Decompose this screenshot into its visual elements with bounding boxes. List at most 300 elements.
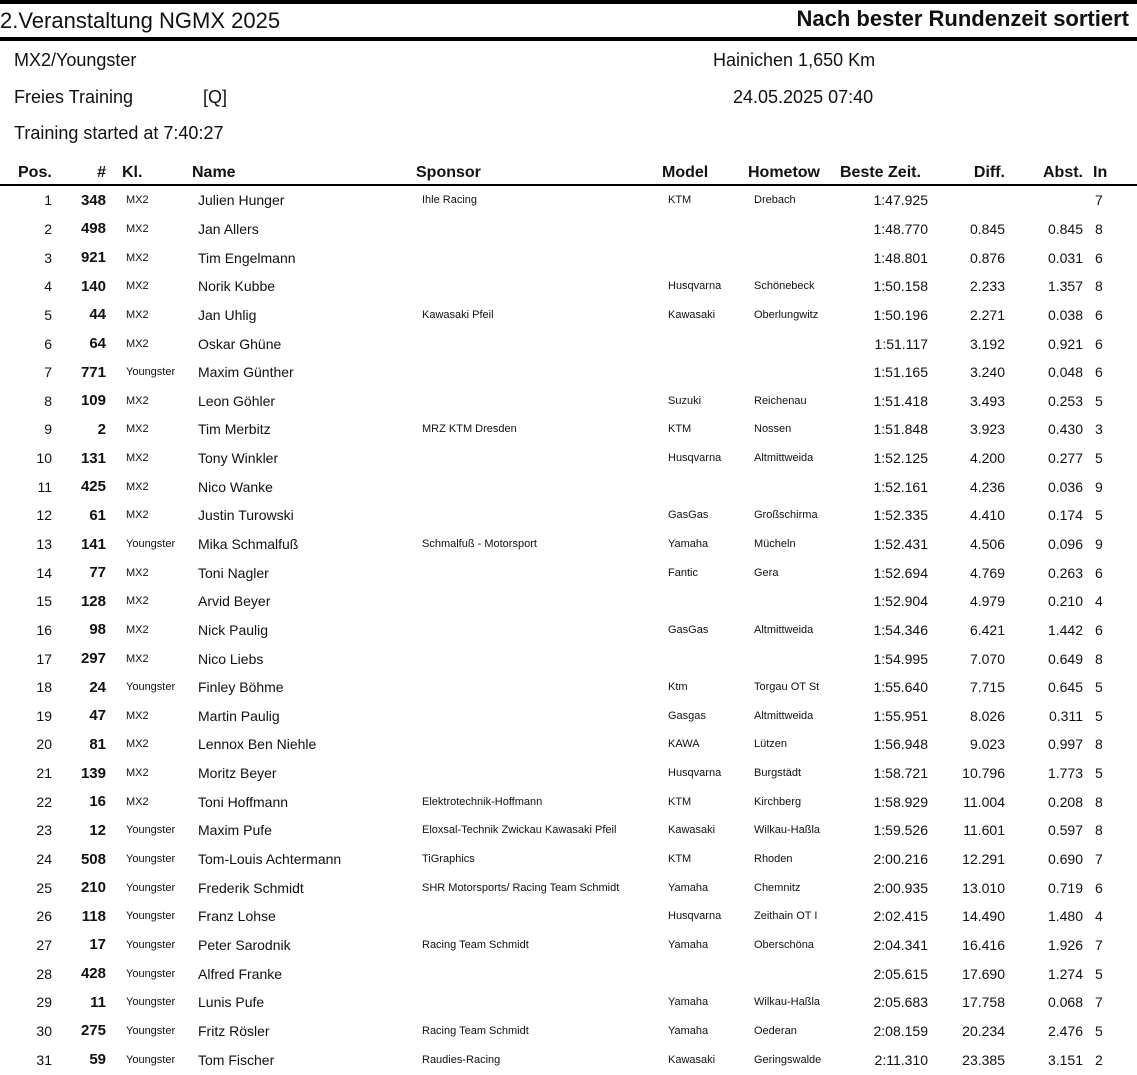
cell-in: 4 <box>1095 908 1103 925</box>
cell-sponsor: Racing Team Schmidt <box>422 938 529 951</box>
cell-hometown: Altmittweida <box>754 623 814 636</box>
cell-diff: 3.923 <box>969 421 1005 438</box>
cell-in: 6 <box>1095 249 1103 266</box>
cell-in: 8 <box>1095 278 1103 295</box>
cell-hometown: Altmittweida <box>754 452 814 465</box>
cell-abst: 0.277 <box>1047 450 1083 467</box>
cell-name: Nick Paulig <box>198 621 269 638</box>
table-row <box>0 730 1137 759</box>
cell-hometown <box>748 329 840 358</box>
cell-name: Toni Hoffmann <box>198 793 289 810</box>
cell-pos: 6 <box>44 335 52 352</box>
cell-sponsor <box>416 988 662 1017</box>
table-row <box>0 873 1137 902</box>
cell-class: MX2 <box>126 280 149 293</box>
cell-diff: 17.758 <box>962 994 1005 1011</box>
cell-model: Husqvarna <box>668 280 722 293</box>
cell-abst: 0.210 <box>1047 593 1083 610</box>
cell-abst: 0.719 <box>1047 879 1083 896</box>
cell-sponsor: Kawasaki Pfeil <box>422 308 494 321</box>
cell-class: Youngster <box>126 1053 176 1066</box>
cell-class: Youngster <box>126 967 176 980</box>
cell-in: 5 <box>1095 965 1103 982</box>
cell-hometown: Mücheln <box>754 538 796 550</box>
cell-number: 771 <box>80 363 106 381</box>
cell-class: Youngster <box>126 881 176 894</box>
cell-in: 7 <box>1095 994 1103 1011</box>
cell-number: 140 <box>80 277 106 295</box>
cell-name: Toni Nagler <box>198 564 269 581</box>
table-row <box>0 243 1137 272</box>
cell-diff: 11.601 <box>963 822 1005 839</box>
cell-best-time: 1:54.995 <box>873 650 928 667</box>
cell-abst: 0.036 <box>1047 478 1083 495</box>
cell-abst <box>1015 185 1093 215</box>
cell-hometown: Rhoden <box>754 853 793 866</box>
cell-number: 17 <box>89 936 106 954</box>
cell-hometown <box>748 472 840 501</box>
cell-class: Youngster <box>126 824 176 837</box>
cell-diff: 8.026 <box>969 707 1005 724</box>
table-row <box>0 472 1137 501</box>
cell-best-time: 1:58.929 <box>873 793 928 810</box>
col-name: Name <box>192 162 416 185</box>
cell-pos: 17 <box>36 650 52 667</box>
cell-model <box>662 243 748 272</box>
cell-diff: 6.421 <box>969 621 1005 638</box>
cell-number: 425 <box>80 478 106 496</box>
cell-best-time: 1:56.948 <box>873 736 928 753</box>
cell-best-time: 1:59.526 <box>873 822 928 839</box>
cell-diff: 4.200 <box>969 450 1005 467</box>
cell-sponsor: Ihle Racing <box>422 194 478 207</box>
cell-name: Julien Hunger <box>198 192 285 209</box>
cell-in: 5 <box>1095 392 1103 409</box>
cell-sponsor: Elektrotechnik-Hoffmann <box>422 795 543 808</box>
cell-model: Yamaha <box>668 938 709 951</box>
cell-hometown: Nossen <box>754 423 792 436</box>
cell-in: 8 <box>1095 793 1103 810</box>
cell-pos: 9 <box>44 421 52 438</box>
cell-number: 128 <box>80 592 106 610</box>
cell-best-time: 2:00.935 <box>873 879 928 896</box>
cell-name: Leon Göhler <box>198 392 276 409</box>
cell-best-time: 1:50.158 <box>873 278 928 295</box>
cell-name: Tony Winkler <box>198 450 279 467</box>
cell-hometown: Torgau OT St <box>754 681 820 694</box>
cell-number: 11 <box>90 993 106 1011</box>
cell-sponsor <box>416 702 662 731</box>
cell-class: MX2 <box>126 251 149 264</box>
cell-pos: 20 <box>36 736 52 753</box>
cell-name: Nico Wanke <box>198 478 273 495</box>
table-row <box>0 845 1137 874</box>
cell-best-time: 1:47.925 <box>873 192 928 209</box>
cell-model <box>662 329 748 358</box>
cell-number: 141 <box>80 535 106 553</box>
col-sponsor: Sponsor <box>416 162 662 185</box>
cell-pos: 21 <box>36 765 52 782</box>
cell-in: 9 <box>1095 536 1103 552</box>
cell-abst: 0.845 <box>1047 220 1083 237</box>
cell-hometown <box>748 959 840 988</box>
cell-sponsor <box>416 329 662 358</box>
cell-number: 59 <box>89 1051 106 1069</box>
table-row <box>0 931 1137 960</box>
cell-in: 6 <box>1095 306 1103 323</box>
cell-number: 109 <box>80 392 106 410</box>
cell-best-time: 1:52.694 <box>873 564 928 581</box>
cell-number: 921 <box>80 249 106 267</box>
cell-sponsor: MRZ KTM Dresden <box>422 423 517 436</box>
cell-hometown: Wilkau-Haßla <box>754 996 821 1009</box>
cell-diff: 20.234 <box>962 1022 1005 1039</box>
cell-in: 4 <box>1095 593 1103 610</box>
cell-class: MX2 <box>126 394 149 407</box>
cell-diff: 0.876 <box>969 249 1005 266</box>
cell-name: Tom-Louis Achtermann <box>198 851 342 868</box>
cell-hometown <box>748 358 840 387</box>
cell-diff: 4.769 <box>969 564 1005 581</box>
cell-best-time: 1:52.904 <box>873 593 928 610</box>
cell-abst: 0.038 <box>1047 306 1083 323</box>
cell-sponsor: Raudies-Racing <box>422 1053 501 1066</box>
cell-abst: 1.773 <box>1047 765 1083 782</box>
table-row <box>0 530 1137 559</box>
cell-name: Justin Turowski <box>198 507 294 524</box>
cell-pos: 29 <box>36 994 52 1011</box>
cell-abst: 1.274 <box>1047 965 1083 982</box>
cell-class: MX2 <box>126 566 149 579</box>
cell-best-time: 1:55.640 <box>873 679 928 696</box>
cell-model <box>662 215 748 244</box>
cell-hometown: Reichenau <box>754 394 807 407</box>
col-in: In <box>1093 162 1137 185</box>
datetime-label: 24.05.2025 07:40 <box>733 87 874 107</box>
cell-hometown: Altmittweida <box>754 709 814 722</box>
table-row <box>0 587 1137 616</box>
cell-in: 8 <box>1095 822 1103 839</box>
cell-model: KTM <box>668 194 692 207</box>
cell-number: 24 <box>89 678 106 696</box>
cell-best-time: 1:48.770 <box>873 220 928 237</box>
cell-diff: 7.070 <box>969 650 1005 667</box>
cell-sponsor <box>416 472 662 501</box>
location-label: Hainichen 1,650 Km <box>713 50 876 70</box>
cell-class: MX2 <box>126 509 149 522</box>
cell-pos: 18 <box>36 679 52 696</box>
cell-in: 5 <box>1095 450 1103 467</box>
cell-model: KTM <box>668 795 692 808</box>
cell-number: 118 <box>81 907 106 925</box>
cell-diff: 23.385 <box>962 1051 1005 1068</box>
cell-best-time: 1:52.161 <box>873 478 928 495</box>
cell-diff: 13.010 <box>962 879 1005 896</box>
cell-in: 7 <box>1095 936 1103 953</box>
cell-model <box>662 358 748 387</box>
cell-pos: 25 <box>36 879 52 896</box>
cell-abst: 0.649 <box>1047 650 1083 667</box>
cell-diff: 14.490 <box>962 908 1005 925</box>
cell-best-time: 1:55.951 <box>873 707 928 724</box>
cell-class: MX2 <box>126 767 149 780</box>
cell-diff <box>936 185 1015 215</box>
cell-sponsor <box>416 272 662 301</box>
cell-class: MX2 <box>126 337 149 350</box>
cell-number: 12 <box>89 821 106 839</box>
cell-best-time: 1:51.165 <box>873 364 928 381</box>
cell-name: Norik Kubbe <box>198 278 276 295</box>
table-row <box>0 558 1137 587</box>
cell-best-time: 2:08.159 <box>873 1022 928 1039</box>
cell-in: 6 <box>1095 335 1103 352</box>
cell-model: Yamaha <box>668 996 709 1009</box>
cell-hometown: Gera <box>754 566 779 579</box>
cell-number: 44 <box>89 306 106 324</box>
cell-best-time: 1:52.431 <box>873 536 928 552</box>
table-row <box>0 616 1137 645</box>
cell-number: 47 <box>89 707 106 725</box>
cell-model <box>662 959 748 988</box>
cell-name: Maxim Günther <box>198 364 294 381</box>
cell-sponsor <box>416 558 662 587</box>
table-row <box>0 673 1137 702</box>
cell-hometown: Lützen <box>754 738 788 751</box>
cell-name: Mika Schmalfuß <box>198 536 299 552</box>
cell-in: 6 <box>1095 879 1103 896</box>
table-row <box>0 444 1137 473</box>
cell-abst: 0.174 <box>1047 507 1083 524</box>
cell-name: Fritz Rösler <box>198 1022 270 1039</box>
cell-name: Jan Uhlig <box>198 306 257 323</box>
cell-sponsor <box>416 759 662 788</box>
cell-name: Jan Allers <box>198 220 259 237</box>
cell-abst: 1.357 <box>1047 278 1083 295</box>
cell-pos: 11 <box>37 478 52 495</box>
cell-name: Oskar Ghüne <box>198 335 282 352</box>
cell-model: Husqvarna <box>668 452 722 465</box>
cell-abst: 1.926 <box>1047 936 1083 953</box>
cell-name: Arvid Beyer <box>198 593 271 610</box>
sort-title: Nach bester Rundenzeit sortiert <box>796 6 1129 31</box>
cell-model: Kawasaki <box>668 824 716 837</box>
table-row <box>0 329 1137 358</box>
cell-name: Martin Paulig <box>198 707 280 724</box>
cell-best-time: 2:05.615 <box>873 965 928 982</box>
cell-name: Moritz Beyer <box>198 765 277 782</box>
cell-number: 98 <box>89 621 106 639</box>
cell-model: KAWA <box>668 738 700 751</box>
col-pos: Pos. <box>0 162 62 185</box>
cell-sponsor <box>416 616 662 645</box>
cell-class: Youngster <box>126 910 176 923</box>
cell-number: 64 <box>89 335 106 353</box>
cell-model: Husqvarna <box>668 910 722 923</box>
cell-in: 3 <box>1095 421 1103 438</box>
cell-pos: 31 <box>36 1051 52 1068</box>
cell-hometown: Oederan <box>754 1024 797 1037</box>
cell-diff: 4.979 <box>969 593 1005 610</box>
table-row <box>0 988 1137 1017</box>
report-header <box>0 4 1137 36</box>
cell-class: MX2 <box>126 452 149 465</box>
cell-diff: 7.715 <box>969 679 1005 696</box>
table-header-row <box>0 162 1137 185</box>
cell-in: 9 <box>1095 478 1103 495</box>
cell-diff: 3.192 <box>969 335 1005 352</box>
cell-in: 7 <box>1095 851 1103 868</box>
cell-pos: 23 <box>36 822 52 839</box>
cell-pos: 26 <box>36 908 52 925</box>
table-row <box>0 759 1137 788</box>
cell-in: 8 <box>1095 736 1103 753</box>
table-row <box>0 787 1137 816</box>
cell-model: Yamaha <box>668 1024 709 1037</box>
cell-sponsor <box>416 644 662 673</box>
cell-in: 5 <box>1095 707 1103 724</box>
cell-best-time: 1:50.196 <box>873 306 928 323</box>
cell-number: 16 <box>89 793 106 811</box>
cell-model: Yamaha <box>668 881 709 894</box>
cell-name: Lunis Pufe <box>198 994 265 1011</box>
cell-abst: 0.311 <box>1049 707 1083 724</box>
cell-sponsor <box>416 215 662 244</box>
cell-diff: 9.023 <box>969 736 1005 753</box>
cell-best-time: 1:52.335 <box>873 507 928 524</box>
table-row <box>0 1045 1137 1074</box>
cell-class: MX2 <box>126 308 149 321</box>
cell-abst: 0.096 <box>1047 536 1083 552</box>
session-code: [Q] <box>203 87 228 107</box>
table-row <box>0 501 1137 530</box>
start-note: Training started at 7:40:27 <box>14 123 224 143</box>
cell-pos: 16 <box>36 621 52 638</box>
table-row <box>0 816 1137 845</box>
cell-diff: 10.796 <box>962 765 1005 782</box>
cell-best-time: 2:05.683 <box>873 994 928 1011</box>
table-row <box>0 358 1137 387</box>
col-abst: Abst. <box>1015 162 1093 185</box>
results-table <box>0 162 1137 1074</box>
cell-diff: 4.506 <box>969 536 1005 552</box>
cell-class: Youngster <box>126 681 176 694</box>
cell-in: 8 <box>1095 650 1103 667</box>
cell-model: GasGas <box>668 509 709 522</box>
cell-diff: 12.291 <box>962 851 1005 868</box>
cell-number: 498 <box>80 220 106 238</box>
cell-hometown: Schönebeck <box>754 280 815 293</box>
cell-pos: 24 <box>36 851 52 868</box>
cell-pos: 22 <box>36 793 52 810</box>
col-class: Kl. <box>112 162 192 185</box>
cell-model: Husqvarna <box>668 767 722 780</box>
cell-model: Suzuki <box>668 394 702 407</box>
cell-diff: 16.416 <box>962 936 1005 953</box>
cell-name: Lennox Ben Niehle <box>198 736 317 753</box>
cell-sponsor <box>416 587 662 616</box>
cell-pos: 4 <box>44 278 52 295</box>
cell-pos: 13 <box>36 536 52 552</box>
cell-hometown: Geringswalde <box>754 1053 822 1066</box>
cell-class: MX2 <box>126 795 149 808</box>
cell-number: 508 <box>80 850 106 868</box>
session-label: Freies Training <box>14 87 134 107</box>
cell-pos: 27 <box>36 936 52 953</box>
cell-number: 297 <box>80 650 106 668</box>
cell-hometown <box>748 243 840 272</box>
cell-name: Nico Liebs <box>198 650 264 667</box>
cell-class: MX2 <box>126 738 149 751</box>
col-model: Model <box>662 162 748 185</box>
cell-hometown: Zeithain OT I <box>754 910 818 923</box>
cell-name: Tim Engelmann <box>198 249 296 266</box>
cell-abst: 0.997 <box>1047 736 1083 753</box>
cell-model <box>662 644 748 673</box>
class-label: MX2/Youngster <box>14 50 137 70</box>
cell-sponsor <box>416 902 662 931</box>
cell-in: 5 <box>1095 765 1103 782</box>
cell-sponsor <box>416 444 662 473</box>
cell-number: 77 <box>89 564 106 582</box>
cell-diff: 3.493 <box>969 392 1005 409</box>
cell-diff: 2.271 <box>969 306 1005 323</box>
cell-sponsor: SHR Motorsports/ Racing Team Schmidt <box>422 881 620 894</box>
cell-class: MX2 <box>126 652 149 665</box>
cell-name: Peter Sarodnik <box>198 936 291 953</box>
cell-number: 131 <box>80 449 106 467</box>
cell-abst: 0.068 <box>1047 994 1083 1011</box>
cell-abst: 1.480 <box>1047 908 1083 925</box>
cell-class: MX2 <box>126 222 149 235</box>
cell-abst: 0.645 <box>1047 679 1083 696</box>
cell-pos: 14 <box>36 564 52 581</box>
cell-best-time: 1:51.848 <box>873 421 928 438</box>
cell-abst: 0.048 <box>1047 364 1083 381</box>
cell-class: Youngster <box>126 853 176 866</box>
cell-sponsor <box>416 673 662 702</box>
table-row <box>0 272 1137 301</box>
cell-in: 8 <box>1095 220 1103 237</box>
cell-name: Tom Fischer <box>198 1051 275 1068</box>
event-title: 2.Veranstaltung NGMX 2025 <box>0 8 281 33</box>
cell-abst: 0.921 <box>1047 335 1083 352</box>
cell-diff: 3.240 <box>969 364 1005 381</box>
cell-best-time: 2:04.341 <box>873 936 928 953</box>
cell-model: Ktm <box>668 681 688 694</box>
cell-class: MX2 <box>126 423 149 436</box>
cell-sponsor: Eloxsal-Technik Zwickau Kawasaki Pfeil <box>422 824 617 837</box>
cell-abst: 0.031 <box>1047 249 1083 266</box>
cell-sponsor: TiGraphics <box>422 853 475 866</box>
header-rule <box>0 37 1137 41</box>
cell-abst: 3.151 <box>1047 1051 1083 1068</box>
cell-abst: 0.263 <box>1047 564 1083 581</box>
cell-model: Fantic <box>668 566 698 579</box>
cell-hometown: Oberlungwitz <box>754 308 819 321</box>
table-row <box>0 301 1137 330</box>
cell-class: Youngster <box>126 938 176 951</box>
cell-pos: 15 <box>36 593 52 610</box>
table-row <box>0 415 1137 444</box>
cell-model: KTM <box>668 423 692 436</box>
cell-abst: 2.476 <box>1047 1022 1083 1039</box>
cell-model: Gasgas <box>668 709 706 722</box>
cell-model: Kawasaki <box>668 1053 716 1066</box>
cell-model: KTM <box>668 853 692 866</box>
cell-class: MX2 <box>126 623 149 636</box>
table-row <box>0 185 1137 215</box>
cell-name: Franz Lohse <box>198 908 276 925</box>
